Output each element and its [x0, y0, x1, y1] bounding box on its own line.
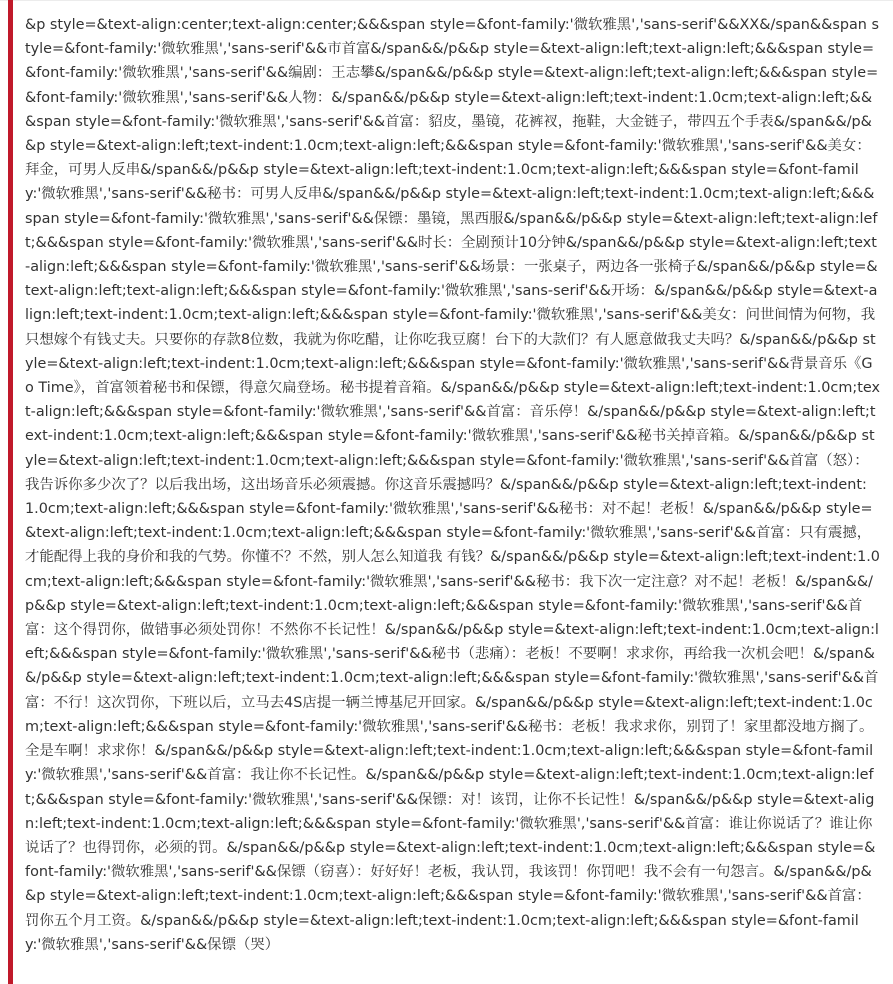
- article-body-text: &p style=&text-align:center;text-align:center;&&&span style=&font-family:'微软雅黑','sans-serif'&&XX&/span&&span style=&font-family:'微软雅黑','sans-serif'&&市首富&/span&&/p&&p style=&text-align:left;text-align:left;&&&span style=&font-family:'微软雅黑','sans-serif'&&编剧：王志攀&/span&&/p&&p style=&text-align:left;text-align:left;&&&span style=&font-family:'微软雅黑','sans-serif'&&人物：&/span&&/p&&p style=&text-align:left;text-indent:1.0cm;text-align:left;&&&span style=&font-family:'微软雅黑','sans-serif'&&首富：貂皮，墨镜，花裤衩，拖鞋，大金链子，带四五个手表&/span&&/p&&p style=&text-align:left;text-indent:1.0cm;text-align:left;&&&span style=&font-family:'微软雅黑','sans-serif'&&美女：拜金，可男人反串&/span&&/p&&p style=&text-align:left;text-indent:1.0cm;text-align:left;&&&span style=&font-family:'微软雅黑','sans-serif'&&秘书：可男人反串&/span&&/p&&p style=&text-align:left;text-indent:1.0cm;text-align:left;&&&span style=&font-family:'微软雅黑','sans-serif'&&保镖：墨镜，黑西服&/span&&/p&&p style=&text-align:left;text-align:left;&&&span style=&font-family:'微软雅黑','sans-serif'&&时长：全剧预计10分钟&/span&&/p&&p style=&text-align:left;text-align:left;&&&span style=&font-family:'微软雅黑','sans-serif'&&场景：一张桌子，两边各一张椅子&/span&&/p&&p style=&text-align:left;text-align:left;&&&span style=&font-family:'微软雅黑','sans-serif'&&开场：&/span&&/p&&p style=&text-align:left;text-indent:1.0cm;text-align:left;&&&span style=&font-family:'微软雅黑','sans-serif'&&美女：问世间情为何物，我只想嫁个有钱丈夫。只要你的存款8位数，我就为你吃醋，让你吃我豆腐！台下的大款们？有人愿意做我丈夫吗？&/span&&/p&&p style=&text-align:left;text-indent:1.0cm;text-align:left;&&&span style=&font-family:'微软雅黑','sans-serif'&&背景音乐《Go Time》，首富领着秘书和保镖，得意欠扁登场。秘书提着音箱。&/span&&/p&&p style=&text-align:left;text-indent:1.0cm;text-align:left;&&&span style=&font-family:'微软雅黑','sans-serif'&&首富：音乐停！&/span&&/p&&p style=&text-align:left;text-indent:1.0cm;text-align:left;&&&span style=&font-family:'微软雅黑','sans-serif'&&秘书关掉音箱。&/span&&/p&&p style=&text-align:left;text-indent:1.0cm;text-align:left;&&&span style=&font-family:'微软雅黑','sans-serif'&&首富（怒）：我告诉你多少次了？以后我出场，这出场音乐必须震撼。你这音乐震撼吗？&/span&&/p&&p style=&text-align:left;text-indent:1.0cm;text-align:left;&&&span style=&font-family:'微软雅黑','sans-serif'&&秘书：对不起！老板！&/span&&/p&&p style=&text-align:left;text-indent:1.0cm;text-align:left;&&&span style=&font-family:'微软雅黑','sans-serif'&&首富：只有震撼，才能配得上我的身价和我的气势。你懂不？不然，别人怎么知道我 有钱？&/span&&/p&&p style=&text-align:left;text-indent:1.0cm;text-align:left;&&&span style=&font-family:'微软雅黑','sans-serif'&&秘书：我下次一定注意？对不起！老板！&/span&&/p&&p style=&text-align:left;text-indent:1.0cm;text-align:left;&&&span style=&font-family:'微软雅黑','sans-serif'&&首富：这个得罚你，做错事必须处罚你！不然你不长记性！&/span&&/p&&p style=&text-align:left;text-indent:1.0cm;text-align:left;&&&span style=&font-family:'微软雅黑','sans-serif'&&秘书（悲痛）：老板！不要啊！求求你，再给我一次机会吧！&/span&&/p&&p style=&text-align:left;text-indent:1.0cm;text-align:left;&&&span style=&font-family:'微软雅黑','sans-serif'&&首富：不行！这次罚你，下班以后，立马去4S店提一辆兰博基尼开回家。&/span&&/p&&p style=&text-align:left;text-indent:1.0cm;text-align:left;&&&span style=&font-family:'微软雅黑','sans-serif'&&秘书：老板！我求求你，别罚了！家里都没地方搁了。全是车啊！求求你！&/span&&/p&&p style=&text-align:left;text-indent:1.0cm;text-align:left;&&&span style=&font-family:'微软雅黑','sans-serif'&&首富：我让你不长记性。&/span&&/p&&p style=&text-align:left;text-indent:1.0cm;text-align:left;&&&span style=&font-family:'微软雅黑','sans-serif'&&保镖：对！该罚，让你不长记性！&/span&&/p&&p style=&text-align:left;text-indent:1.0cm;text-align:left;&&&span style=&font-family:'微软雅黑','sans-serif'&&首富：谁让你说话了？谁让你说话了？也得罚你，必须的罚。&/span&&/p&&p style=&text-align:left;text-indent:1.0cm;text-align:left;&&&span style=&font-family:'微软雅黑','sans-serif'&&保镖（窃喜）：好好好！老板，我认罚，我该罚！你罚吧！我不会有一句怨言。&/span&&/p&&p style=&text-align:left;text-indent:1.0cm;text-align:left;&&&span style=&font-family:'微软雅黑','sans-serif'&&首富：罚你五个月工资。&/span&&/p&&p style=&text-align:left;text-indent:1.0cm;text-align:left;&&&span style=&font-family:'微软雅黑','sans-serif'&&保镖（哭）: [25, 17, 880, 953]
- top-divider: [0, 0, 893, 1]
- left-accent-bar: [8, 0, 13, 984]
